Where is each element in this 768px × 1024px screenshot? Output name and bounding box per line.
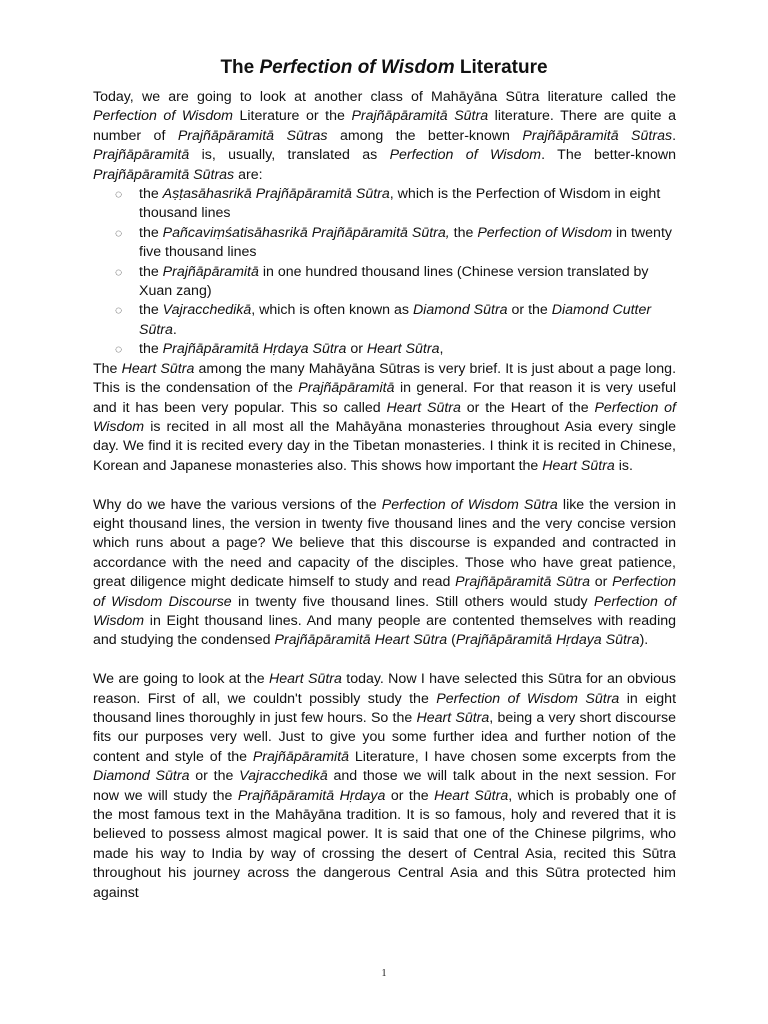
text-run: Why do we have the various versions of the	[93, 496, 382, 513]
text-run: the	[139, 302, 163, 319]
text-run: Literature, I have chosen some excerpts from the	[349, 748, 676, 765]
text-run-italic: Perfection of Wisdom	[93, 399, 677, 435]
list-item	[115, 301, 676, 340]
paragraph-spacer	[93, 476, 676, 495]
text-run: or	[346, 341, 367, 358]
text-run-italic: Aṣṭasāhasrikā Prajñāpāramitā Sūtra	[162, 186, 390, 203]
text-run-italic: Prajñāpāramitā Hṛdaya Sūtra	[162, 341, 347, 358]
body-paragraph	[93, 496, 676, 651]
text-run: , which is often known as	[251, 302, 413, 319]
intro-paragraph	[93, 88, 676, 185]
text-run-italic: Diamond Cutter Sūtra	[139, 302, 652, 338]
text-run: . The better-known	[541, 147, 676, 164]
text-run-italic: Perfection of Wisdom	[93, 593, 677, 629]
text-run-italic: Prajñāpāramitā Sūtra	[351, 108, 489, 125]
text-run-italic: Heart Sūtra	[121, 360, 195, 377]
text-run: in twenty five thousand lines. Still others would study	[231, 593, 594, 610]
list-item	[115, 224, 676, 263]
text-run: the	[139, 186, 163, 203]
text-run-italic: Prajñāpāramitā Sūtras	[177, 127, 328, 144]
text-run: in Eight thousand lines. And many people are contented themselves with reading and studying the condensed	[93, 612, 676, 649]
text-run: the	[139, 263, 163, 280]
text-run: or the	[385, 787, 435, 804]
text-run: among the many Mahāyāna Sūtras is very brief. It is just about a page long. This is the condensation of the	[93, 360, 677, 397]
bullet-circle-icon: ◌	[115, 225, 123, 240]
page-number: 1	[381, 968, 387, 979]
paragraph-spacer	[93, 651, 676, 670]
body-text	[93, 88, 676, 903]
text-run-italic: Perfection of Wisdom	[477, 224, 613, 241]
page-title	[0, 56, 768, 80]
text-run: in one hundred thousand lines (Chinese version translated by Xuan zang)	[139, 263, 649, 300]
text-run-italic: Prajñāpāramitā	[162, 263, 259, 280]
text-run: is.	[614, 457, 633, 474]
text-run: today. Now I have selected this Sūtra for an obvious reason. First of all, we couldn't possibly study the	[93, 671, 676, 707]
text-run: the	[449, 224, 478, 241]
text-run-italic: Heart Sūtra	[434, 787, 509, 804]
text-run-italic: Prajñāpāramitā Sūtras	[93, 166, 235, 183]
text-run: and those we will talk about in the next session. For now we will study the	[93, 768, 676, 804]
text-run-italic: Prajñāpāramitā	[252, 748, 350, 765]
text-run-italic: Pañcaviṃśatisāhasrikā Prajñāpāramitā Sūtra,	[162, 224, 450, 241]
text-run: The	[93, 360, 122, 377]
bullet-circle-icon: ◌	[115, 264, 123, 279]
text-run: are:	[234, 166, 263, 183]
text-run: or the	[189, 768, 240, 785]
body-paragraph	[93, 670, 676, 903]
text-run-italic: Perfection of Wisdom	[93, 108, 233, 125]
text-run: in eight thousand lines thoroughly in just few hours. So the	[93, 690, 677, 726]
text-run: , which is the Perfection of Wisdom in eight thousand lines	[139, 186, 661, 222]
text-run-italic: Heart Sūtra	[416, 709, 490, 726]
text-run: the	[139, 224, 163, 241]
list-item	[115, 263, 676, 302]
text-run: Literature or the	[232, 108, 352, 125]
text-run-italic: Perfection of Wisdom Sūtra	[381, 496, 558, 513]
text-run-italic: Heart Sūtra	[366, 341, 440, 358]
text-run: in general. For that reason it is very useful and it has been very popular. This so called	[93, 380, 676, 416]
text-run: , being a very short discourse fits our purposes very well. Just to give you some further idea and further notion of the content and style of the	[93, 709, 676, 765]
text-run: .	[172, 321, 177, 338]
title-emphasis: Perfection of Wisdom	[259, 57, 455, 78]
text-run: (	[447, 632, 456, 649]
text-run-italic: Vajracchedikā	[162, 302, 252, 319]
text-run-italic: Prajñāpāramitā Heart Sūtra	[274, 632, 448, 649]
text-run-italic: Heart Sūtra	[268, 671, 342, 688]
text-run: We are going to look at the	[93, 671, 269, 688]
text-run-italic: Prajñāpāramitā	[93, 147, 190, 164]
text-run: Today, we are going to look at another class of Mahāyāna Sūtra literature called the	[93, 89, 676, 105]
title-post: Literature	[454, 57, 548, 78]
text-run-italic: Prajñāpāramitā Sūtra	[455, 574, 591, 591]
text-run: or	[590, 574, 613, 591]
body-paragraph	[93, 360, 676, 476]
text-run-italic: Prajñāpāramitā Hṛdaya Sūtra	[455, 632, 640, 649]
text-run-italic: Vajracchedikā	[239, 768, 328, 785]
text-run: , which is probably one of the most famous text in the Mahāyāna tradition. It is so famous, holy and revered that it is believed to possess almost magical power. It is said that one of the Chinese pilgrims, who made his way to India by way of crossing the desert of Central Asia, recited this Sūtra throughout his journey across the dangerous Central Asia and this Sūtra protected him against	[93, 787, 677, 901]
bullet-circle-icon: ◌	[115, 187, 123, 202]
text-run-italic: Prajñāpāramitā	[298, 380, 395, 397]
list-item	[115, 185, 676, 224]
list-item	[115, 340, 676, 359]
text-run-italic: Diamond Sūtra	[93, 768, 190, 785]
text-run: the	[139, 341, 163, 358]
text-run: or the	[507, 302, 552, 319]
text-run-italic: Heart Sūtra	[542, 457, 615, 474]
bullet-circle-icon: ◌	[115, 342, 123, 357]
text-run-italic: Perfection of Wisdom Sūtra	[436, 690, 620, 707]
text-run: in twenty five thousand lines	[139, 224, 672, 261]
text-run: ,	[439, 341, 444, 358]
text-run: literature. There are quite a number of	[93, 108, 676, 144]
text-run: is recited in all most all the Mahāyāna monasteries throughout Asia every single day. We find it is recited every day in the Tibetan monasteries. I think it is recited in Chinese, Korean and Japanese monasteries also. This shows how important the	[93, 418, 676, 474]
text-run-italic: Heart Sūtra	[386, 399, 461, 416]
text-run-italic: Prajñāpāramitā Hṛdaya	[237, 787, 386, 804]
text-run: ).	[639, 632, 649, 649]
text-run-italic: Perfection of Wisdom	[389, 147, 542, 164]
bullet-circle-icon: ◌	[115, 303, 123, 318]
text-run: among the better-known	[327, 127, 523, 144]
text-run: is, usually, translated as	[189, 147, 390, 164]
title-pre: The	[220, 57, 260, 78]
text-run-italic: Prajñāpāramitā Sūtras	[522, 127, 673, 144]
sutra-list	[93, 185, 676, 360]
text-run: .	[672, 127, 677, 144]
text-run: like the version in eight thousand lines, the version in twenty five thousand lines and the very concise version which runs about a page? We believe that this discourse is expanded and contracted in accordance with the need and capacity of the disciples. Those who have great patience, great diligence might dedicate himself to study and read	[93, 496, 676, 591]
text-run-italic: Diamond Sūtra	[412, 302, 508, 319]
text-run: or the Heart of the	[460, 399, 595, 416]
text-run-italic: Perfection of Wisdom Discourse	[93, 574, 677, 610]
